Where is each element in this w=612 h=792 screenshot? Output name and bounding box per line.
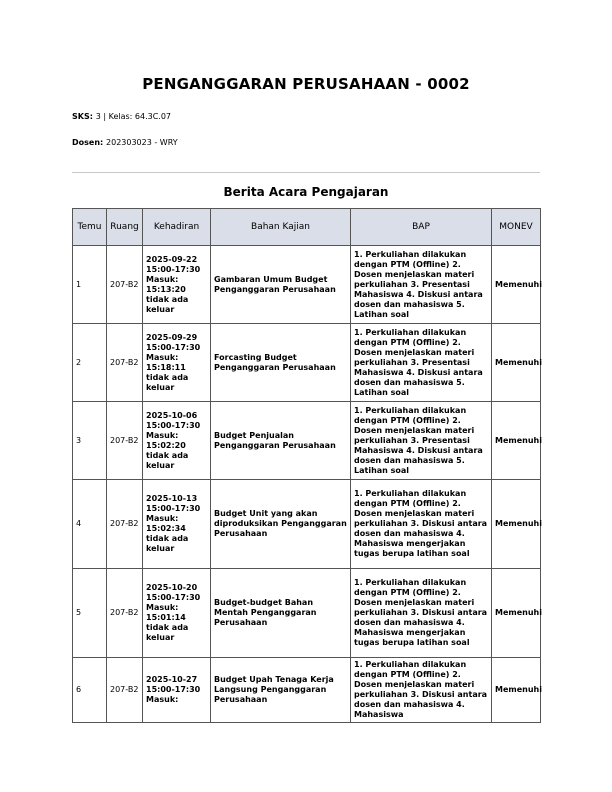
header-monev: MONEV — [492, 209, 541, 246]
cell-bahan-kajian: Gambaran Umum Budget Penganggaran Perusahaan — [211, 246, 351, 324]
dosen-label: Dosen: — [72, 138, 104, 147]
cell-bahan-kajian: Budget Upah Tenaga Kerja Langsung Penganggaran Perusahaan — [211, 658, 351, 723]
cell-bap: 1. Perkuliahan dilakukan dengan PTM (Offline) 2. Dosen menjelaskan materi perkuliahan 3. Presentasi Mahasiswa 4. Diskusi antara dosen dan mahasiswa 5. Latihan soal — [351, 402, 492, 480]
dosen-value: 202303023 - WRY — [106, 138, 178, 147]
bap-table — [72, 208, 541, 723]
cell-kehadiran: 2025-10-06 15:00-17:30 Masuk: 15:02:20 tidak ada keluar — [143, 402, 211, 480]
cell-bap: 1. Perkuliahan dilakukan dengan PTM (Offline) 2. Dosen menjelaskan materi perkuliahan 3. Diskusi antara dosen dan mahasiswa 4. Mahasiswa — [351, 658, 492, 723]
header-bahan-kajian: Bahan Kajian — [211, 209, 351, 246]
page-title: PENGANGGARAN PERUSAHAAN - 0002 — [142, 75, 470, 93]
table-row — [73, 402, 541, 480]
cell-temu: 2 — [73, 324, 107, 402]
table-header-row — [73, 209, 541, 246]
cell-ruang: 207-B2 — [107, 569, 143, 658]
cell-monev: Memenuhi — [492, 569, 541, 658]
cell-temu: 4 — [73, 480, 107, 569]
cell-monev: Memenuhi — [492, 658, 541, 723]
cell-kehadiran: 2025-10-13 15:00-17:30 Masuk: 15:02:34 tidak ada keluar — [143, 480, 211, 569]
divider — [72, 172, 540, 173]
cell-temu: 6 — [73, 658, 107, 723]
table-row — [73, 480, 541, 569]
header-ruang: Ruang — [107, 209, 143, 246]
sks-info — [72, 112, 171, 121]
sks-label: SKS: — [72, 112, 93, 121]
section-title: Berita Acara Pengajaran — [223, 185, 389, 199]
table-row — [73, 569, 541, 658]
cell-bap: 1. Perkuliahan dilakukan dengan PTM (Offline) 2. Dosen menjelaskan materi perkuliahan 3. Presentasi Mahasiswa 4. Diskusi antara dosen dan mahasiswa 5. Latihan soal — [351, 246, 492, 324]
cell-bahan-kajian: Budget Penjualan Penganggaran Perusahaan — [211, 402, 351, 480]
cell-temu: 1 — [73, 246, 107, 324]
cell-temu: 3 — [73, 402, 107, 480]
dosen-info — [72, 138, 178, 147]
cell-monev: Memenuhi — [492, 480, 541, 569]
table-row — [73, 324, 541, 402]
cell-ruang: 207-B2 — [107, 658, 143, 723]
cell-monev: Memenuhi — [492, 246, 541, 324]
header-kehadiran: Kehadiran — [143, 209, 211, 246]
header-bap: BAP — [351, 209, 492, 246]
cell-ruang: 207-B2 — [107, 402, 143, 480]
cell-temu: 5 — [73, 569, 107, 658]
cell-kehadiran: 2025-09-22 15:00-17:30 Masuk: 15:13:20 tidak ada keluar — [143, 246, 211, 324]
cell-kehadiran: 2025-10-27 15:00-17:30 Masuk: — [143, 658, 211, 723]
sks-value: 3 | Kelas: 64.3C.07 — [95, 112, 172, 121]
cell-bap: 1. Perkuliahan dilakukan dengan PTM (Offline) 2. Dosen menjelaskan materi perkuliahan 3. Diskusi antara dosen dan mahasiswa 4. Mahasiswa mengerjakan tugas berupa latihan soal — [351, 569, 492, 658]
table-row — [73, 246, 541, 324]
cell-monev: Memenuhi — [492, 324, 541, 402]
cell-kehadiran: 2025-10-20 15:00-17:30 Masuk: 15:01:14 tidak ada keluar — [143, 569, 211, 658]
cell-bap: 1. Perkuliahan dilakukan dengan PTM (Offline) 2. Dosen menjelaskan materi perkuliahan 3. Presentasi Mahasiswa 4. Diskusi antara dosen dan mahasiswa 5. Latihan soal — [351, 324, 492, 402]
cell-monev: Memenuhi — [492, 402, 541, 480]
cell-kehadiran: 2025-09-29 15:00-17:30 Masuk: 15:18:11 tidak ada keluar — [143, 324, 211, 402]
header-temu: Temu — [73, 209, 107, 246]
cell-bahan-kajian: Budget Unit yang akan diproduksikan Penganggaran Perusahaan — [211, 480, 351, 569]
cell-ruang: 207-B2 — [107, 480, 143, 569]
cell-bap: 1. Perkuliahan dilakukan dengan PTM (Offline) 2. Dosen menjelaskan materi perkuliahan 3. Diskusi antara dosen dan mahasiswa 4. Mahasiswa mengerjakan tugas berupa latihan soal — [351, 480, 492, 569]
cell-bahan-kajian: Budget-budget Bahan Mentah Penganggaran Perusahaan — [211, 569, 351, 658]
table-row — [73, 658, 541, 723]
cell-bahan-kajian: Forcasting Budget Penganggaran Perusahaan — [211, 324, 351, 402]
cell-ruang: 207-B2 — [107, 246, 143, 324]
cell-ruang: 207-B2 — [107, 324, 143, 402]
